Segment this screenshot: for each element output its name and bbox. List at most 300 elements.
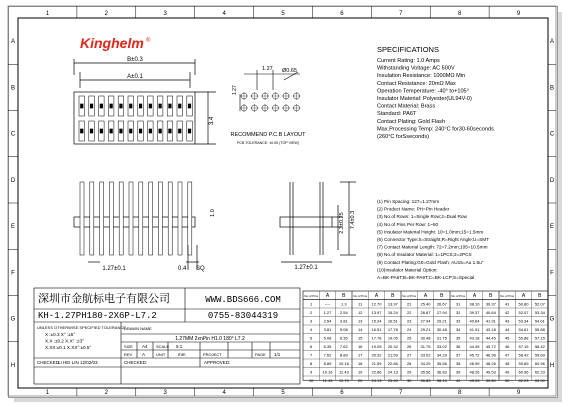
table-cell: 19.05 [387, 335, 398, 341]
table-cell: 41 [504, 301, 510, 307]
table-cell: 15.24 [371, 318, 382, 324]
pcb-hole-label: Ø0.65 [282, 68, 297, 74]
spec-line: Withstanding Voltage: AC 500V [377, 65, 455, 72]
table-cell: 53.34 [518, 318, 529, 324]
table-cell: 52.07 [534, 301, 545, 307]
table-header: B [391, 293, 395, 299]
table-cell: 37 [455, 352, 461, 358]
pin-top-dot [130, 129, 133, 133]
table-cell: 14 [357, 327, 363, 332]
table-cell: 10 [308, 378, 314, 383]
table-header: A [521, 293, 526, 299]
table-cell: 8 [310, 361, 313, 366]
table-cell: 12.70 [338, 378, 349, 383]
table-cell: 44.45 [485, 335, 496, 341]
table-cell: 62.23 [534, 369, 545, 375]
table-cell: 47 [504, 352, 510, 358]
pcb-row-pitch: 1.27 [232, 85, 238, 95]
spec-title: SPECIFICATIONS [377, 45, 439, 54]
table-cell: 3 [310, 318, 313, 324]
table-cell: 34.29 [420, 361, 431, 366]
spec-line: Contact Plating: Gold Flash [377, 118, 446, 125]
dim-side-h1: 2.3±0.25 [339, 212, 345, 234]
table-cell: 34 [455, 327, 461, 332]
checked-value: LI HEI LIN 12/02/03 [58, 360, 98, 365]
table-cell: 33.02 [436, 344, 447, 349]
checked2-label: CHECKED: [124, 360, 148, 365]
dimension-table [303, 291, 548, 383]
pin-top-dot [100, 129, 103, 133]
table-cell: 31 [455, 301, 461, 307]
spec-line: Operation Temperature: -40° to+105° [377, 88, 469, 95]
table-cell: 57.15 [534, 335, 545, 341]
table-cell: 26.67 [420, 310, 431, 315]
table-cell: 13.97 [371, 310, 382, 315]
table-cell: 12 [357, 310, 363, 315]
zone-col-top: 9 [516, 11, 521, 17]
pin-top-dot [110, 104, 113, 108]
zone-row-right: D [549, 177, 555, 184]
table-cell: 26 [406, 344, 412, 349]
table-cell: 5.08 [323, 335, 332, 341]
table-cell: 49 [504, 369, 510, 375]
table-cell: 45.72 [469, 352, 480, 358]
note-line: (6) Connector Type:S=Straight;R=Right Angle;U=SMT [377, 237, 490, 242]
table-cell: 34.29 [436, 352, 447, 358]
table-cell: 49.53 [485, 369, 496, 375]
pin-top-dot [81, 129, 84, 133]
zone-col-bottom: 4 [222, 390, 226, 396]
table-cell: 16.51 [371, 327, 382, 332]
table-cell: 16.51 [387, 318, 398, 324]
table-cell: 36.83 [436, 369, 447, 375]
table-cell: 7.62 [323, 352, 332, 358]
pin-top-dot [139, 104, 142, 108]
table-cell: 28 [406, 361, 412, 366]
table-cell: 18 [357, 361, 363, 366]
zone-row-left: D [10, 177, 16, 184]
table-cell: 10.16 [322, 369, 333, 375]
table-cell: 54.61 [518, 327, 529, 332]
table-cell: 50 [504, 378, 510, 383]
pin-front [119, 182, 123, 255]
table-cell: 50.80 [518, 301, 529, 307]
brand-registered: ® [146, 38, 151, 44]
zone-row-left: C [10, 131, 16, 138]
zone-col-bottom: 1 [45, 390, 50, 396]
zone-row-left: A [10, 39, 16, 46]
table-cell: 26.67 [436, 301, 447, 307]
table-cell: 49.53 [469, 378, 480, 383]
table-cell: 2.54 [339, 310, 348, 315]
pin-top-dot [139, 129, 142, 133]
pin-top-dot [159, 104, 162, 108]
table-cell: 33.02 [420, 352, 431, 358]
zone-row-left: E [10, 224, 16, 231]
side-housing [280, 217, 332, 227]
table-cell: 50.80 [485, 378, 496, 383]
table-cell: 20.32 [387, 344, 398, 349]
brand-logo: Kinghelm [80, 35, 144, 51]
zone-row-left: H [10, 362, 16, 369]
table-cell: 2 [310, 310, 313, 315]
phone-number: 0755-83044319 [207, 311, 279, 321]
dim-sq: SQ [196, 266, 205, 272]
table-cell: 17.78 [371, 335, 382, 341]
table-cell: 33 [455, 318, 461, 324]
spec-line: (260°C forSseconds) [377, 134, 429, 140]
zone-col-bottom: 7 [399, 390, 403, 396]
table-cell: 44.45 [469, 344, 480, 349]
drawn-label: DRAWN NAME [124, 326, 152, 331]
note-line: (7) Contact Material Length: 72=7.2mm;105=10.5mm [377, 244, 488, 250]
pcb-layout [240, 70, 301, 112]
table-cell: 11.43 [322, 378, 333, 383]
pin-front [90, 182, 94, 255]
pin-top-dot [169, 104, 172, 108]
approved-label: APPROVED: [204, 360, 231, 365]
table-cell: 30 [406, 378, 412, 383]
tolerance-title: UNLESS OTHERWISE SPECIFIED TOLERANCE [37, 325, 126, 330]
pcb-subtitle: PCB TOLERANCE: ±0.05 (TOP VIEW) [236, 141, 300, 145]
table-cell: 58.42 [534, 344, 545, 349]
table-cell: 38 [455, 361, 461, 366]
tolerance-line: X.X :±0.2 X.X° :±3° [45, 338, 84, 344]
table-header: A [374, 293, 379, 299]
table-cell: 6.35 [339, 335, 348, 341]
spec-line: Contact Resistance: 20mΩ Max [377, 80, 456, 87]
table-cell: 5.08 [339, 327, 348, 332]
zone-col-bottom: 6 [340, 390, 344, 396]
table-cell: 38.10 [469, 301, 480, 307]
pcb-pitch-label: 1.27 [262, 66, 273, 72]
size-value: A4 [142, 344, 148, 349]
pin-top-dot [120, 129, 123, 133]
zone-col-top: 5 [281, 11, 285, 17]
front-view-pins [80, 182, 192, 255]
table-cell: 53.34 [534, 310, 545, 315]
table-cell: 25.40 [420, 301, 431, 307]
pin-top-dot [110, 129, 113, 133]
table-cell: 40 [455, 378, 461, 383]
spec-line: Insulation Resistance: 1000MΩ Min [377, 73, 466, 80]
table-cell: 40.64 [469, 318, 480, 324]
table-cell: 25.40 [387, 378, 398, 383]
zone-row-right: H [549, 362, 555, 369]
front-view [74, 182, 199, 270]
table-cell: 39.37 [485, 301, 496, 307]
table-cell: 13.97 [387, 301, 398, 307]
pin-front [158, 182, 162, 255]
pin-front [188, 182, 192, 255]
zone-row-left: G [10, 316, 16, 323]
pin-front [139, 182, 143, 255]
table-cell: 22 [406, 310, 412, 315]
table-cell: 39.37 [469, 310, 480, 315]
website: WWW.BDS666.COM [205, 295, 281, 305]
table-cell: 52.07 [518, 310, 529, 315]
pin-top-dot [169, 129, 172, 133]
table-cell: 5 [310, 335, 313, 341]
table-cell: 32 [455, 310, 461, 315]
table-header: B [538, 293, 542, 299]
table-cell: 16 [357, 344, 363, 349]
dim-b-label: B±0.3 [127, 57, 143, 63]
table-header: A [423, 293, 428, 299]
rev-label: REV [124, 352, 133, 357]
pin-top-dot [188, 104, 191, 108]
table-cell: 29.21 [436, 318, 447, 324]
pin-front [178, 182, 182, 255]
top-view [74, 59, 216, 144]
table-cell: 36 [455, 344, 461, 349]
zone-col-top: 3 [163, 11, 167, 17]
unit-label: UNIT [156, 352, 166, 357]
zone-col-bottom: 3 [163, 390, 167, 396]
pin-top-dot [179, 129, 182, 133]
table-cell: 35 [455, 335, 461, 341]
pin-front [109, 182, 113, 255]
table-cell: 19 [357, 369, 363, 375]
zone-row-right: E [549, 224, 555, 231]
table-cell: 24.13 [371, 378, 382, 383]
table-cell: 22.86 [371, 369, 382, 375]
pin-top-dot [130, 104, 133, 108]
table-header: A [472, 293, 477, 299]
zone-col-bottom: 8 [457, 390, 462, 396]
table-cell: 43 [504, 318, 510, 324]
spec-line: Standard: PA6T [377, 111, 417, 118]
table-cell: 21 [406, 301, 412, 307]
zone-col-top: 1 [45, 11, 50, 17]
pin-front [100, 182, 104, 255]
table-cell: 63.50 [534, 378, 545, 383]
note-line: (1) Pin Spacing: 127=1.27mm [377, 199, 440, 204]
table-header: No.of Pins [451, 294, 466, 298]
zone-row-left: F [11, 270, 15, 277]
table-header: B [489, 293, 493, 299]
table-cell: 2.54 [323, 318, 332, 324]
table-header: No.of Pins [402, 294, 417, 298]
table-header: A [325, 293, 330, 299]
table-cell: 59.69 [534, 352, 545, 358]
zone-col-top: 6 [340, 11, 344, 17]
table-cell: 1.27 [323, 310, 332, 315]
table-cell: 48.26 [485, 361, 496, 366]
pcb-title: RECOMMEND P.C.B LAYOUT [230, 132, 306, 138]
scale-value: 5:1 [176, 344, 183, 349]
table-cell: 17 [357, 352, 363, 358]
table-cell: 27.94 [420, 318, 431, 324]
table-cell: 11 [358, 301, 363, 307]
zone-row-right: C [549, 131, 555, 138]
table-cell: 19.05 [371, 344, 382, 349]
page-value: 1/1 [274, 352, 281, 357]
tolerance-line: X.XX:±0.1 X.XX°:±0.5° [45, 345, 92, 350]
table-cell: 23 [406, 318, 412, 324]
pin-top-dot [120, 104, 123, 108]
zone-col-bottom: 2 [104, 390, 109, 396]
dim-a-label: A±0.1 [127, 74, 143, 80]
table-cell: 62.23 [518, 378, 529, 383]
table-cell: 1.3 [341, 301, 347, 307]
dim-pin-width: 0.4 [178, 266, 187, 272]
table-cell: 31.75 [436, 335, 447, 341]
table-cell: 35.56 [420, 369, 431, 375]
table-header: No.of Pins [304, 294, 319, 298]
table-cell: 46.99 [485, 352, 496, 358]
size-label: SIZE [124, 344, 133, 349]
table-cell: 9 [310, 369, 313, 375]
zone-row-right: A [549, 39, 555, 46]
table-cell: 46 [504, 344, 510, 349]
note-line: (5) Insulator Material Height: 10=1.0mm;15=1.5mm [377, 229, 484, 235]
table-cell: ---- [324, 301, 331, 307]
note-line: A=BK-PA6T;B=BK-PA9T;C=BK-LCP;S=Special [377, 275, 475, 280]
dim-side-bottom: 1.27±0.1 [294, 265, 318, 271]
table-cell: 11.43 [338, 369, 349, 375]
dim-insulator-height: 1.0 [210, 209, 216, 217]
table-cell: 27 [406, 352, 412, 358]
notes-list [377, 199, 489, 280]
zone-col-top: 7 [399, 11, 403, 17]
note-line: (8) No.of Insulator Material: 1=1PCS;2=2PCS [377, 252, 472, 258]
pin-front [168, 182, 172, 255]
table-cell: 60.96 [518, 369, 529, 375]
zone-col-top: 4 [222, 11, 226, 17]
table-cell: 30.48 [436, 327, 447, 332]
dim-side-h2: 7.4±0.3 [350, 210, 356, 230]
pin-top-dot [90, 104, 93, 108]
table-cell: 4 [310, 327, 313, 332]
unit-value: mm [178, 352, 186, 357]
table-cell: 48 [504, 361, 510, 366]
table-cell: 1 [310, 301, 313, 307]
scale-label: SCALE [156, 344, 170, 349]
table-cell: 42 [504, 310, 510, 315]
pin-front [129, 182, 133, 255]
drawn-value: 1.27MM 2xnPin H1.0 180° L7.2 [175, 336, 245, 342]
zone-row-right: G [549, 316, 555, 323]
table-cell: 3.81 [323, 327, 332, 332]
table-header: B [342, 293, 346, 299]
zone-col-top: 2 [104, 11, 109, 17]
pin-top-dot [100, 104, 103, 108]
table-cell: 31.75 [420, 344, 431, 349]
zone-col-bottom: 9 [516, 390, 521, 396]
rev-value: A [142, 352, 146, 357]
tolerance-list [45, 332, 91, 350]
pin-top-dot [159, 129, 162, 133]
table-cell: 15.24 [387, 310, 398, 315]
table-cell: 7.62 [339, 344, 348, 349]
table-cell: 3.81 [339, 318, 348, 324]
spec-line: Max.Processing Temp: 240°C for30-60seconds [377, 126, 494, 133]
table-cell: 24.13 [387, 369, 398, 375]
table-cell: 40.64 [485, 310, 496, 315]
pin-top-dot [149, 104, 152, 108]
table-cell: 7 [310, 352, 313, 358]
pcb-holes [240, 92, 301, 112]
spec-line: Insulator Material: Polyester(UL94V-0) [377, 96, 472, 102]
table-cell: 24 [406, 327, 412, 332]
pin-top-dot [81, 104, 84, 108]
table-cell: 35.56 [436, 361, 447, 366]
page-label: PAGE [255, 352, 266, 357]
table-cell: 15 [357, 335, 363, 341]
table-cell: 20 [357, 378, 363, 383]
zone-row-right: B [549, 85, 555, 92]
table-cell: 57.15 [518, 344, 529, 349]
note-line: (2) Product Name: PH=Pin Header [377, 206, 450, 212]
table-cell: 43.18 [485, 327, 496, 332]
table-cell: 36.83 [420, 378, 431, 383]
zone-col-bottom: 5 [281, 390, 285, 396]
note-line: (3) No.of Rows: 1=Single Row;2=Dual Row [377, 214, 467, 220]
table-cell: 27.94 [436, 310, 447, 315]
table-cell: 55.88 [518, 335, 529, 341]
table-cell: 25 [406, 335, 412, 341]
table-header: B [440, 293, 444, 299]
table-cell: 58.42 [518, 352, 529, 358]
table-cell: 29 [406, 369, 412, 375]
checked-label: CHECKED: [37, 360, 61, 365]
table-cell: 46.99 [469, 361, 480, 366]
pin-top-dot [90, 129, 93, 133]
table-cell: 30.48 [420, 335, 431, 341]
table-cell: 41.91 [469, 327, 480, 332]
table-cell: 6 [310, 344, 313, 349]
pin-front [149, 182, 153, 255]
table-header: No.of Pins [500, 294, 515, 298]
spec-line: Contact Material: Brass [377, 103, 436, 110]
table-cell: 54.61 [534, 318, 545, 324]
table-cell: 17.78 [387, 327, 398, 332]
pin-front [80, 182, 84, 255]
table-cell: 20.32 [371, 352, 382, 358]
part-number: KH-1.27PH180-2X6P-L7.2 [38, 311, 157, 321]
table-cell: 22.86 [387, 361, 398, 366]
table-cell: 45 [504, 335, 510, 341]
project-label: PROJECT [203, 352, 222, 357]
spec-line: Current Rating: 1.0 Amps [377, 58, 440, 64]
table-cell: 29.21 [420, 327, 431, 332]
table-header: No.of Pins [353, 294, 368, 298]
table-cell: 43.18 [469, 335, 480, 341]
dim-pitch-front: 1.27±0.1 [102, 266, 126, 272]
top-view-pins [79, 96, 192, 141]
note-line: (10)Insulator Material Option: [377, 267, 438, 273]
tolerance-line: X :±0.3 X° :±5° [45, 332, 76, 337]
zone-col-top: 8 [457, 11, 462, 17]
table-cell: 13 [357, 318, 363, 324]
zone-columns [46, 6, 521, 396]
note-line: (4) No.of Pins Per Row: 1~50 [377, 221, 439, 227]
table-cell: 38.10 [436, 378, 447, 383]
table-cell: 55.88 [534, 327, 545, 332]
pin-top-dot [179, 104, 182, 108]
table-cell: 12.70 [371, 301, 382, 307]
table-cell: 44 [504, 327, 510, 332]
table-cell: 59.69 [518, 361, 529, 366]
table-cell: 39 [455, 369, 461, 375]
table-cell: 10.16 [338, 361, 349, 366]
company-name: 深圳市金航标电子有限公司 [38, 293, 170, 305]
table-cell: 21.59 [387, 352, 398, 358]
dim-height-label: 3.4 [209, 116, 215, 126]
table-cell: 41.91 [485, 318, 496, 324]
table-cell: 6.35 [323, 344, 332, 349]
